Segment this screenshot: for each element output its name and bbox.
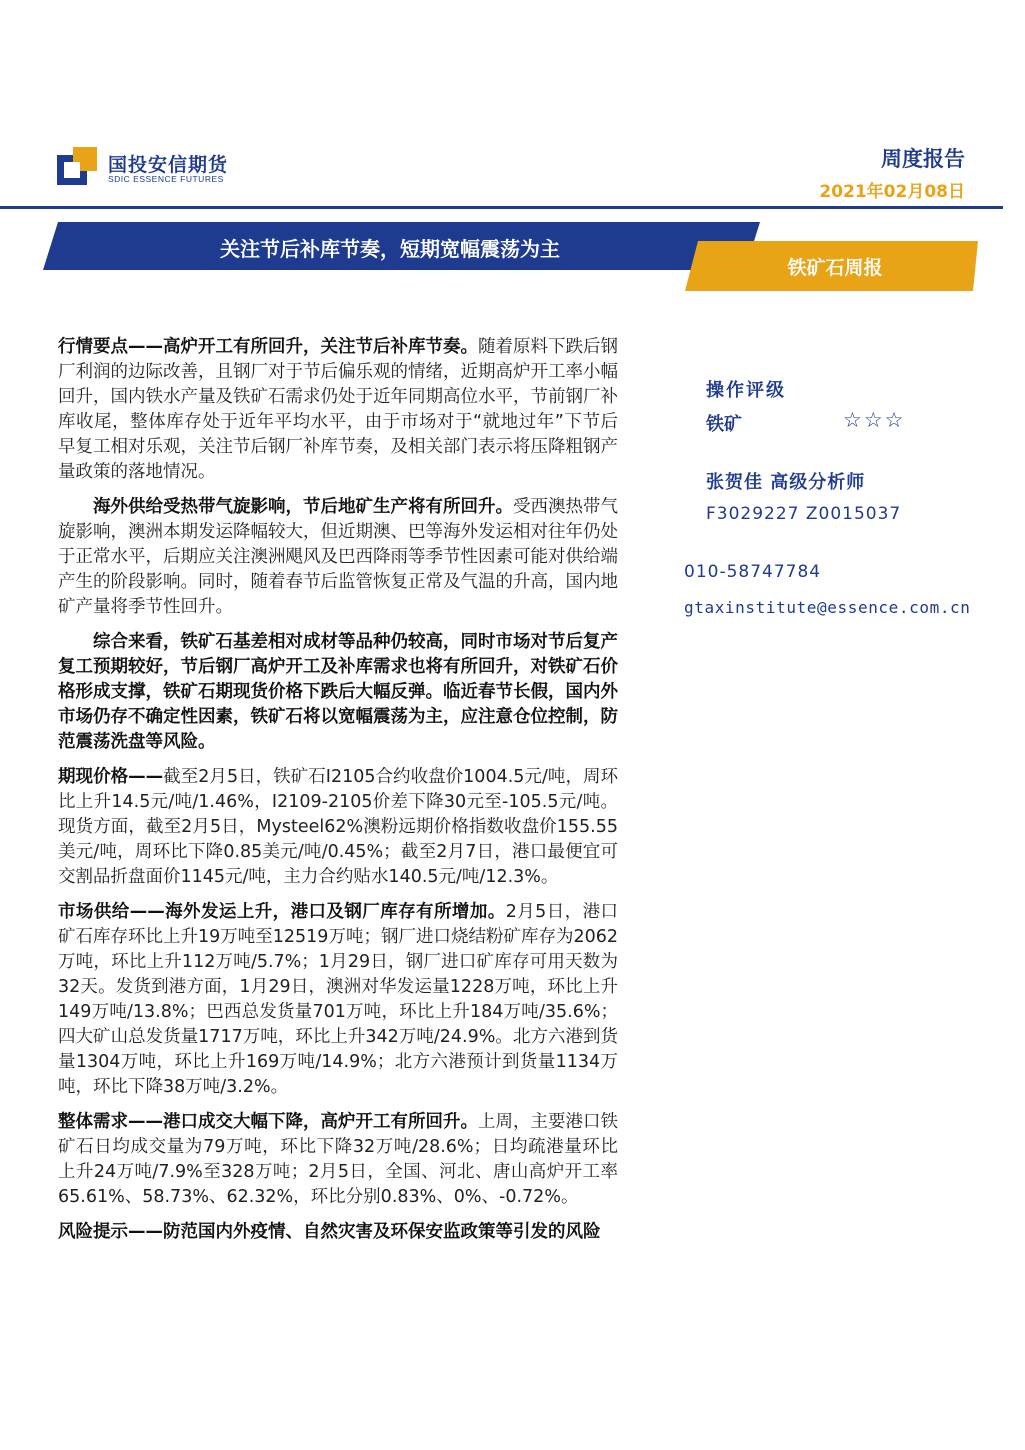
company-name-cn: 国投安信期货 xyxy=(108,154,229,176)
company-name-en: SDIC ESSENCE FUTURES xyxy=(108,174,224,184)
report-type: 周度报告 xyxy=(881,147,965,171)
report-date: 2021年02月08日 xyxy=(819,182,965,202)
paragraph-demand xyxy=(58,1110,618,1210)
paragraph-prices xyxy=(58,765,618,890)
company-logo-icon xyxy=(57,147,97,187)
analyst-license: F3029227 Z0015037 xyxy=(706,504,902,524)
paragraph-heading: 行情要点——高炉开工有所回升，关注节后补库节奏。 xyxy=(58,337,478,357)
paragraph-text: 2月5日，港口矿石库存环比上升19万吨至12519万吨；钢厂进口烧结粉矿库存为2062万吨，环比上升112万吨/5.7%；1月29日，钢厂进口矿库存可用天数为32天。发货到港方面，1月29日，澳洲对华发运量1228万吨，环比上升149万吨/13.8%；巴西总发货量701万吨，环比上升184万吨/35.6%；四大矿山总发货量1717万吨，环比上升342万吨/24.9%。北方六港到货量1304万吨，环比上升169万吨/14.9%；北方六港预计到货量1134万吨，环比下降38万吨/3.2%。 xyxy=(58,902,618,1097)
paragraph-text: 受西澳热带气旋影响，澳洲本期发运降幅较大，但近期澳、巴等海外发运相对往年仍处于正常水平，后期应关注澳洲飓风及巴西降雨等季节性因素可能对供给端产生的阶段影响。同时，随着春节后监管恢复正常及气温的升高，国内地矿产量将季节性回升。 xyxy=(58,497,618,617)
rating-commodity: 铁矿 xyxy=(706,414,742,435)
paragraph-heading: 海外供给受热带气旋影响，节后地矿生产将有所回升。 xyxy=(93,497,513,517)
paragraph-heading: 市场供给——海外发运上升，港口及钢厂库存有所增加。 xyxy=(58,902,506,922)
analyst-name: 张贺佳 高级分析师 xyxy=(706,472,866,493)
paragraph-text: 随着原料下跌后钢厂利润的边际改善，且钢厂对于节后偏乐观的情绪，近期高炉开工率小幅回升，国内铁水产量及铁矿石需求仍处于近年同期高位水平，节前钢厂补库收尾，整体库存处于近年平均水平，由于市场对于“就地过年”下节后早复工相对乐观，关注节后钢厂补库节奏，及相关部门表示将压降粗钢产量政策的落地情况。 xyxy=(58,337,618,482)
report-title: 关注节后补库节奏，短期宽幅震荡为主 xyxy=(220,237,560,261)
paragraph-market-summary xyxy=(58,335,618,485)
rating-label: 操作评级 xyxy=(706,380,786,401)
paragraph-overseas-supply xyxy=(58,495,618,620)
paragraph-heading: 期现价格—— xyxy=(58,767,164,787)
paragraph-heading: 整体需求——港口成交大幅下降，高炉开工有所回升。 xyxy=(58,1112,478,1132)
paragraph-supply xyxy=(58,900,618,1100)
rating-stars-icon: ☆☆☆ xyxy=(843,408,906,432)
contact-email[interactable]: gtaxinstitute@essence.com.cn xyxy=(684,598,971,617)
contact-phone: 010-58747784 xyxy=(684,562,822,582)
header-divider xyxy=(0,206,1003,209)
paragraph-risk: 风险提示——防范国内外疫情、自然灾害及环保安监政策等引发的风险 xyxy=(58,1222,601,1242)
report-category-tag: 铁矿石周报 xyxy=(787,257,883,279)
paragraph-text: 截至2月5日，铁矿石I2105合约收盘价1004.5元/吨，周环比上升14.5元/吨/1.46%，I2109-2105价差下降30元至-105.5元/吨。现货方面，截至2月5日，Mysteel62%澳粉远期价格指数收盘价155.55美元/吨，周环比下降0.85美元/吨/0.45%；截至2月7日，港口最便宜可交割品折盘面价1145元/吨，主力合约贴水140.5元/吨/12.3%。 xyxy=(58,767,619,887)
report-body xyxy=(58,335,618,1255)
paragraph-conclusion: 综合来看，铁矿石基差相对成材等品种仍较高，同时市场对节后复产复工预期较好，节后钢厂高炉开工及补库需求也将有所回升，对铁矿石价格形成支撑，铁矿石期现货价格下跌后大幅反弹。临近春节长假，国内外市场仍存不确定性因素，铁矿石将以宽幅震荡为主，应注意仓位控制，防范震荡洗盘等风险。 xyxy=(58,632,618,752)
paragraph-text: 上周，主要港口铁矿石日均成交量为79万吨，环比下降32万吨/28.6%；日均疏港量环比上升24万吨/7.9%至328万吨；2月5日，全国、河北、唐山高炉开工率65.61%、58.73%、62.32%，环比分别0.83%、0%、-0.72%。 xyxy=(58,1112,618,1207)
